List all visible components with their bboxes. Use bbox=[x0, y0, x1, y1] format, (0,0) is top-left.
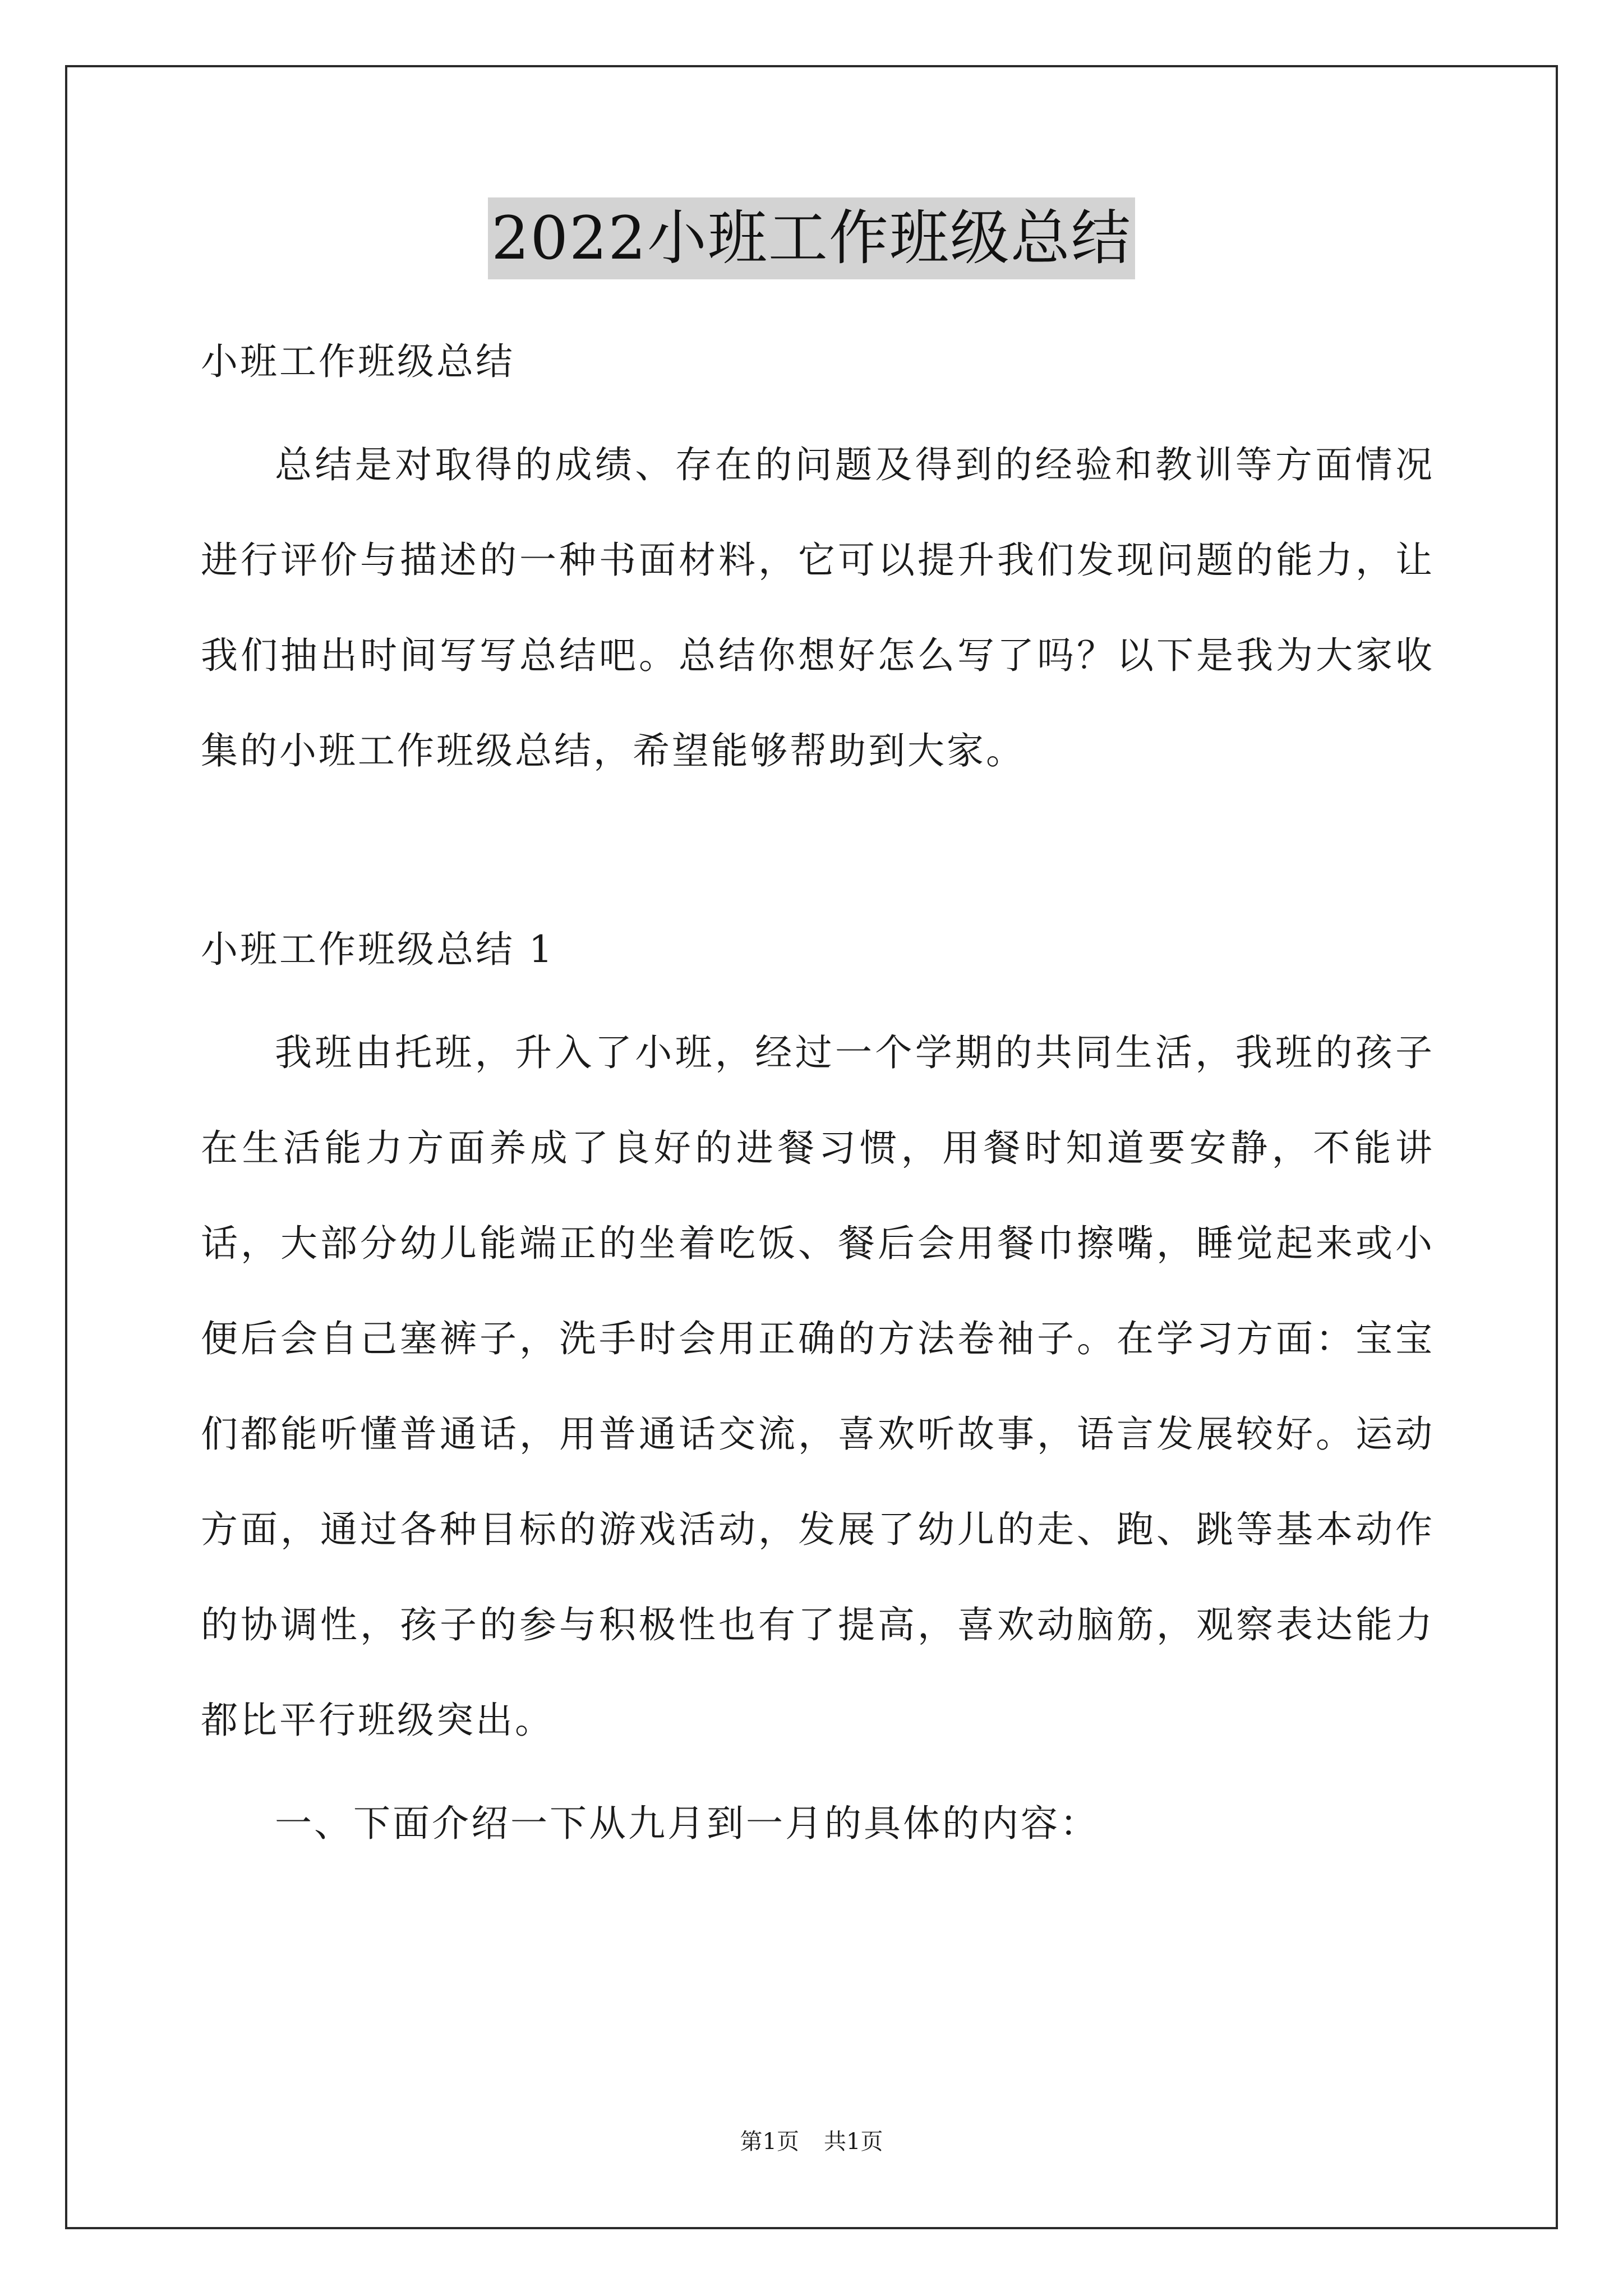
document-subtitle: 小班工作班级总结 bbox=[201, 340, 515, 383]
page-total: 共1页 bbox=[824, 2129, 883, 2155]
document-body bbox=[201, 314, 1435, 1871]
title-container bbox=[0, 197, 1623, 279]
section-heading: 小班工作班级总结 1 bbox=[201, 928, 555, 971]
page-footer bbox=[0, 2124, 1623, 2156]
section-point: 一、下面介绍一下从九月到一月的具体的内容： bbox=[275, 1802, 1099, 1845]
section-paragraph: 我班由托班，升入了小班，经过一个学期的共同生活，我班的孩子在生活能力方面养成了良好的进餐习惯，用餐时知道要安静，不能讲话，大部分幼儿能端正的坐着吃饭、餐后会用餐巾擦嘴，睡觉起来或小便后会自己塞裤子，洗手时会用正确的方法卷袖子。在学习方面：宝宝们都能听懂普通话，用普通话交流，喜欢听故事，语言发展较好。运动方面，通过各种目标的游戏活动，发展了幼儿的走、跑、跳等基本动作的协调性，孩子的参与积极性也有了提高，喜欢动脑筋，观察表达能力都比平行班级突出。 bbox=[201, 1031, 1435, 1742]
page-number: 第1页 bbox=[740, 2129, 799, 2155]
document-title: 2022小班工作班级总结 bbox=[488, 197, 1135, 279]
intro-paragraph: 总结是对取得的成绩、存在的问题及得到的经验和教训等方面情况进行评价与描述的一种书面材料，它可以提升我们发现问题的能力，让我们抽出时间写写总结吧。总结你想好怎么写了吗？以下是我为大家收集的小班工作班级总结，希望能够帮助到大家。 bbox=[201, 443, 1435, 772]
